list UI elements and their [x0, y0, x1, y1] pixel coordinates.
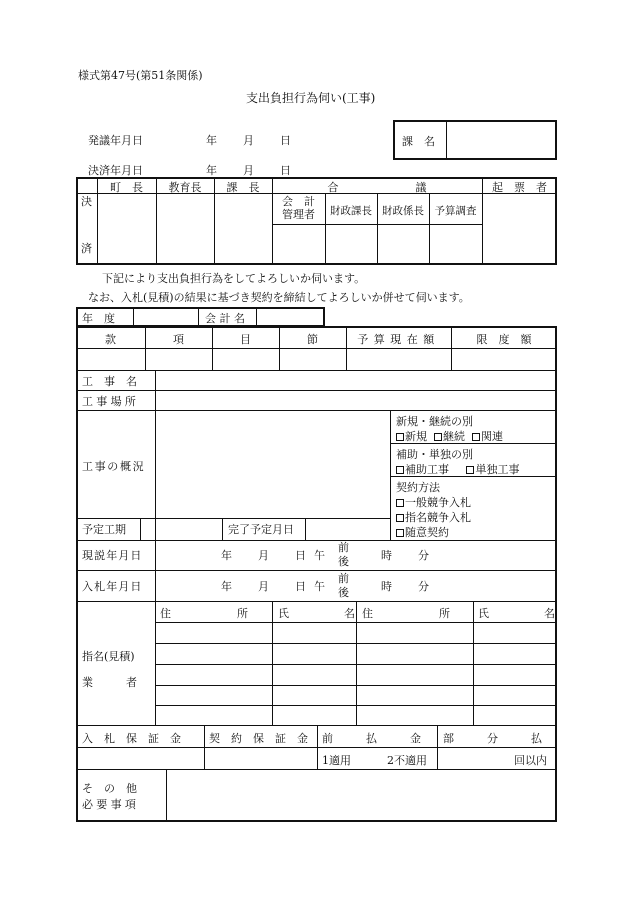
bid-guarantee-label: 入 札 保 証 金 [82, 732, 181, 745]
not-applicable-option[interactable]: 2不適用 [387, 754, 427, 767]
decision-date-label: 決済年月日 [88, 164, 143, 177]
setsu-header: 節 [307, 333, 318, 346]
times-within-label: 回以内 [514, 754, 547, 767]
sb-minute-unit: 分 [418, 549, 429, 562]
sb-before-after: 前 後 [338, 541, 349, 568]
approval-side-top: 決 [81, 195, 92, 208]
current-budget-header: 予算現在額 [357, 333, 440, 346]
general-bid-checkbox[interactable] [396, 499, 404, 507]
work-name-label: 工 事 名 [82, 375, 137, 388]
decision-year-unit: 年 [206, 164, 217, 177]
advance-payment-label: 前 払 金 [322, 732, 421, 745]
decision-month-unit: 月 [243, 164, 254, 177]
drafter-label: 起 票 者 [492, 181, 547, 194]
vendors-label: 指名(見積) 業 者 [82, 650, 137, 689]
accountant-label: 会 計 管理者 [282, 195, 315, 221]
vendor-name-header-2: 氏 名 [478, 607, 555, 620]
general-bid-option: 一般競争入札 [396, 494, 471, 510]
subsidy-checkbox[interactable] [396, 466, 404, 474]
bid-minute-unit: 分 [418, 580, 429, 593]
form-number: 様式第47号(第51条関係) [78, 69, 203, 82]
designated-bid-option: 指名競争入札 [396, 509, 471, 525]
consultation-label: 合 議 [327, 181, 427, 194]
mayor-label: 町 長 [110, 181, 143, 194]
contract-guarantee-label: 契 約 保 証 金 [209, 732, 308, 745]
bid-hour-unit: 時 [381, 580, 392, 593]
proposal-year-unit: 年 [206, 134, 217, 147]
designated-bid-checkbox[interactable] [396, 514, 404, 522]
kou-header: 項 [173, 333, 184, 346]
sb-year-unit: 年 [221, 549, 232, 562]
site-briefing-label: 現説年月日 [82, 549, 143, 562]
fiscal-year-label: 年 度 [82, 312, 115, 325]
partial-payment-label: 部 分 払 [443, 732, 542, 745]
sb-day-unit: 日 [295, 549, 306, 562]
decision-day-unit: 日 [280, 164, 291, 177]
vendor-address-header-1: 住 所 [160, 607, 248, 620]
vendor-name-header-1: 氏 名 [278, 607, 355, 620]
sb-month-unit: 月 [258, 549, 269, 562]
limit-header: 限 度 額 [476, 333, 532, 346]
finance-staff-label: 財政係長 [382, 205, 424, 217]
section-name-field[interactable] [448, 122, 554, 158]
budget-review-label: 予算調査 [434, 205, 477, 217]
new-checkbox[interactable] [396, 433, 404, 441]
account-name-label: 会 計 名 [205, 312, 245, 325]
finance-chief-label: 財政課長 [330, 205, 372, 217]
section-chief-label: 課 長 [226, 181, 260, 194]
bid-year-unit: 年 [221, 580, 232, 593]
bidding-date-label: 入札年月日 [82, 580, 143, 593]
section-name-label: 課 名 [402, 135, 435, 148]
bid-before-after: 前 後 [338, 572, 349, 599]
moku-header: 目 [240, 333, 251, 346]
negotiated-option: 随意契約 [396, 524, 449, 540]
work-location-label: 工事場所 [82, 395, 140, 408]
superintendent-label: 教育長 [168, 181, 202, 194]
proposal-date-label: 発議年月日 [88, 134, 143, 147]
related-checkbox[interactable] [472, 433, 480, 441]
new-continue-options: 新規 継続 関連 [396, 428, 503, 444]
single-checkbox[interactable] [466, 466, 474, 474]
note-line-1: 下記により支出負担行為をしてよろしいか伺います。 [102, 272, 366, 285]
other-items-label: そ の 他 必要事項 [82, 782, 140, 811]
applicable-option[interactable]: 1適用 [322, 754, 351, 767]
sb-hour-unit: 時 [381, 549, 392, 562]
vendor-address-header-2: 住 所 [362, 607, 450, 620]
proposal-month-unit: 月 [243, 134, 254, 147]
continue-checkbox[interactable] [434, 433, 442, 441]
work-overview-label: 工事の概況 [82, 460, 146, 473]
approval-side-bottom: 済 [81, 242, 92, 255]
form-title: 支出負担行為伺い(工事) [246, 91, 376, 105]
bid-month-unit: 月 [258, 580, 269, 593]
completion-date-label: 完了予定月日 [228, 523, 294, 536]
kan-header: 款 [105, 333, 116, 346]
bid-day-unit: 日 [295, 580, 306, 593]
subsidy-options: 補助工事 単独工事 [396, 461, 519, 477]
note-line-2: なお、入札(見積)の結果に基づき契約を締結してよろしいか併せて伺います。 [88, 291, 470, 304]
contract-method-label: 契約方法 [396, 481, 440, 494]
sb-noon-unit: 午 [314, 549, 325, 562]
negotiated-checkbox[interactable] [396, 529, 404, 537]
bid-noon-unit: 午 [314, 580, 325, 593]
subsidy-label: 補助・単独の別 [396, 448, 473, 461]
work-period-label: 予定工期 [82, 523, 126, 536]
proposal-day-unit: 日 [280, 134, 291, 147]
new-continue-label: 新規・継続の別 [396, 415, 473, 428]
